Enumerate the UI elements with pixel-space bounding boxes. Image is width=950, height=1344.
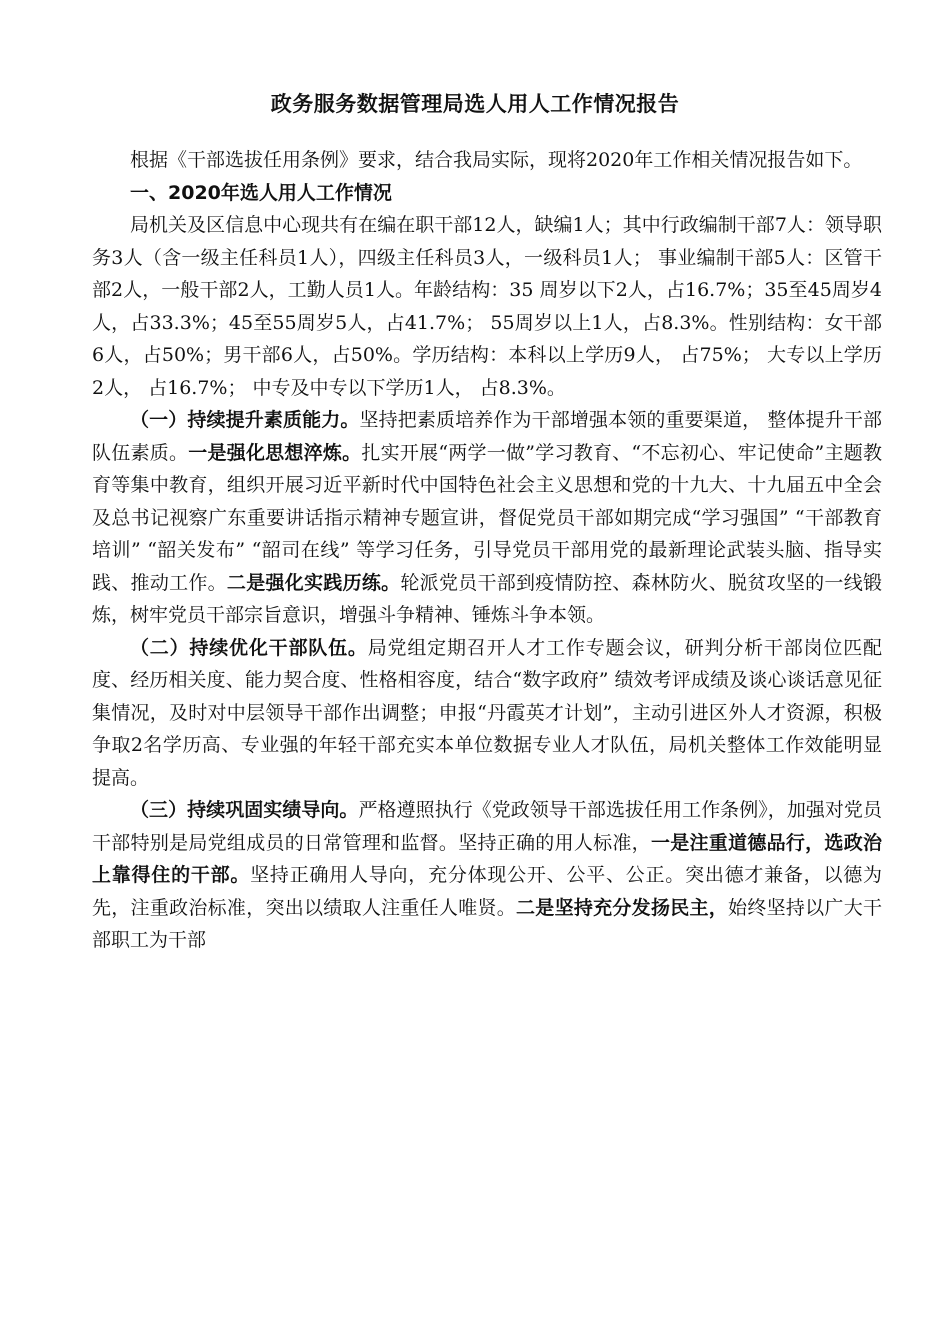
paragraph-text: 局党组定期召开人才工作专题会议，研判分析干部岗位匹配度、经历相关度、能力契合度、性格相容度，结合“数字政府” 绩效考评成绩及谈心谈话意见征集情况，及时对中层领导干部作出调整；申报“丹霞英才计划”，主动引进区外人才资源，积极争取2名学历高、专业强的年轻干部充实本单位数据专业人才队伍，局机关整体工作效能明显提高。 xyxy=(92,636,882,789)
paragraph-lead: （二）持续优化干部队伍。 xyxy=(130,636,368,659)
document-body xyxy=(92,144,882,957)
paragraph-text: 轮派党员干部到疫情防控、森林防火、脱贫攻坚的一线锻炼，树牢党员干部宗旨意识，增强斗争精神、锤炼斗争本领。 xyxy=(92,571,882,626)
paragraph-text: 始终坚持以广大干部职工为干部 xyxy=(92,896,882,951)
document-title: 政务服务数据管理局选人用人工作情况报告 xyxy=(270,91,680,116)
intro-paragraph: 根据《干部选拔任用条例》要求，结合我局实际，现将2020年工作相关情况报告如下。 xyxy=(130,149,863,171)
section-heading: 一、2020年选人用人工作情况 xyxy=(130,181,392,204)
paragraph-team xyxy=(92,632,882,795)
paragraph-text: 扎实开展“两学一做”学习教育、“不忘初心、牢记使命”主题教育等集中教育，组织开展习近平新时代中国特色社会主义思想和党的十九大、十九届五中全会及总书记视察广东重要讲话指示精神专题宣讲，督促党员干部如期完成“学习强国” “干部教育培训” “韶关发布” “韶司在线” 等学习任务，引导党员干部用党的最新理论武装头脑、指导实践、推动工作。 xyxy=(92,441,882,594)
bold-phrase: 一是注重道德品行，选政治上靠得住的干部。 xyxy=(92,831,882,886)
paragraph-quality xyxy=(92,404,882,632)
paragraph-text: 坚持正确用人导向，充分体现公开、公平、公正。突出德才兼备，以德为先，注重政治标准，突出以绩取人注重任人唯贤。 xyxy=(92,864,882,919)
bold-phrase: 二是强化实践历练。 xyxy=(226,571,401,594)
paragraph-text: 坚持把素质培养作为干部增强本领的重要渠道， 整体提升干部队伍素质。 xyxy=(92,409,882,464)
paragraph-text: 严格遵照执行《党政领导干部选拔任用工作条例》，加强对党员干部特别是局党组成员的日常管理和监督。坚持正确的用人标准， xyxy=(92,799,882,854)
paragraph-performance xyxy=(92,794,882,957)
bold-phrase: 二是坚持充分发扬民主， xyxy=(516,896,729,919)
bold-phrase: 一是强化思想淬炼。 xyxy=(188,441,362,464)
staff-paragraph: 局机关及区信息中心现共有在编在职干部12人，缺编1人；其中行政编制干部7人：领导职务3人（含一级主任科员1人），四级主任科员3人，一级科员1人； 事业编制干部5人：区管干部2人，一般干部2人，工勤人员1人。年龄结构：35 周岁以下2人，占16.7%；35至45周岁4人，占33.3%；45至55周岁5人，占41.7%； 55周岁以上1人，占8.3%。性别结构：女干部6人，占50%；男干部6人，占50%。学历结构：本科以上学历9人， 占75%； 大专以上学历2人， 占16.7%； 中专及中专以下学历1人， 占8.3%。 xyxy=(92,214,882,399)
paragraph-lead: （一）持续提升素质能力。 xyxy=(130,409,360,431)
paragraph-lead: （三）持续巩固实绩导向。 xyxy=(130,799,359,821)
